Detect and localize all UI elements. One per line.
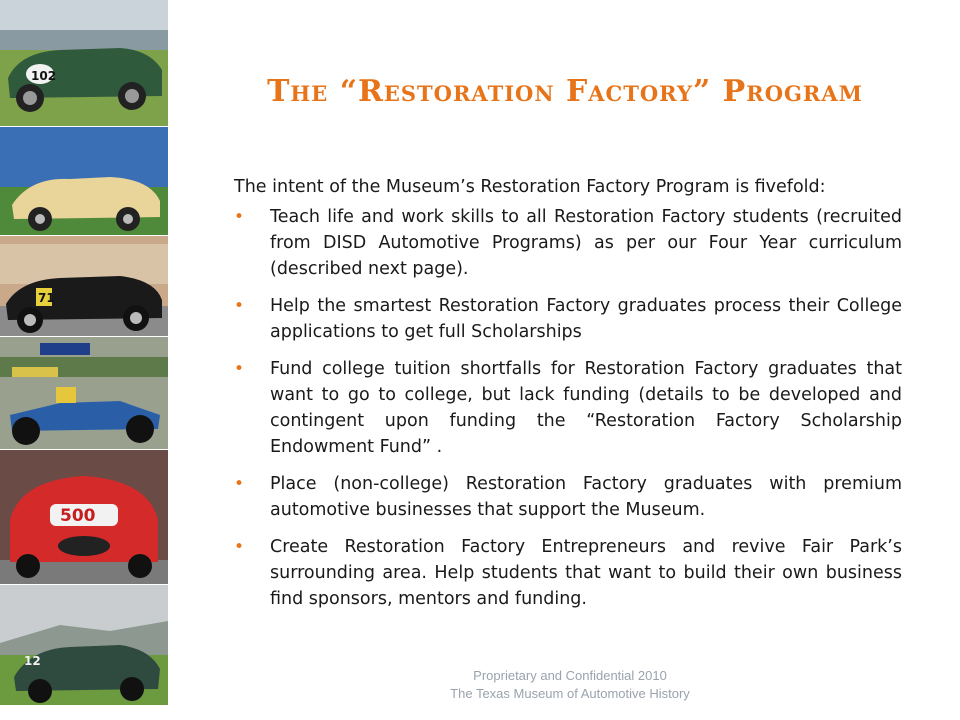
bullet-text: Help the smartest Restoration Factory graduates process their College applications to get full Scholarships [270,296,902,342]
green-race-car-photo [0,0,168,126]
svg-text:500: 500 [60,506,96,526]
bullet-icon: • [234,296,245,316]
footer-line-2: The Texas Museum of Automotive History [450,686,690,701]
svg-text:12: 12 [24,654,41,668]
black-cobra-photo [0,236,168,336]
dark-jaguar-photo [0,585,168,705]
bullet-text: Teach life and work skills to all Restoration Factory students (recruited from DISD Automotive Programs) as per our Four Year curriculum (described next page). [270,207,902,279]
list-item [234,204,902,282]
bullet-list [234,204,902,612]
svg-text:102: 102 [31,69,57,83]
bullet-icon: • [234,537,245,557]
bullet-text: Create Restoration Factory Entrepreneurs and revive Fair Park’s surrounding area. Help students that want to build their own business find sponsors, mentors and funding. [270,537,902,609]
list-item [234,356,902,460]
slide-title: The “Restoration Factory” Program [267,74,863,109]
bullet-icon: • [234,359,245,379]
formula-cars-photo [0,337,168,449]
red-car-500-photo [0,450,168,584]
bullet-text: Fund college tuition shortfalls for Restoration Factory graduates that want to go to college, but lack funding (details to be developed and contingent upon funding the “Restoration Factory Scholarship Endowment Fund” . [270,359,902,457]
bullet-icon: • [234,474,245,494]
list-item [234,293,902,345]
footer [400,667,740,703]
svg-text:71: 71 [38,291,55,305]
yellow-roadster-photo [0,127,168,235]
bullet-icon: • [234,207,245,227]
intro-text: The intent of the Museum’s Restoration Factory Program is fivefold: [234,177,826,197]
list-item [234,534,902,612]
photo-sidebar [0,0,168,720]
list-item [234,471,902,523]
footer-line-1: Proprietary and Confidential 2010 [473,668,667,683]
slide-body [234,174,902,623]
bullet-text: Place (non-college) Restoration Factory graduates with premium automotive businesses that support the Museum. [270,474,902,520]
